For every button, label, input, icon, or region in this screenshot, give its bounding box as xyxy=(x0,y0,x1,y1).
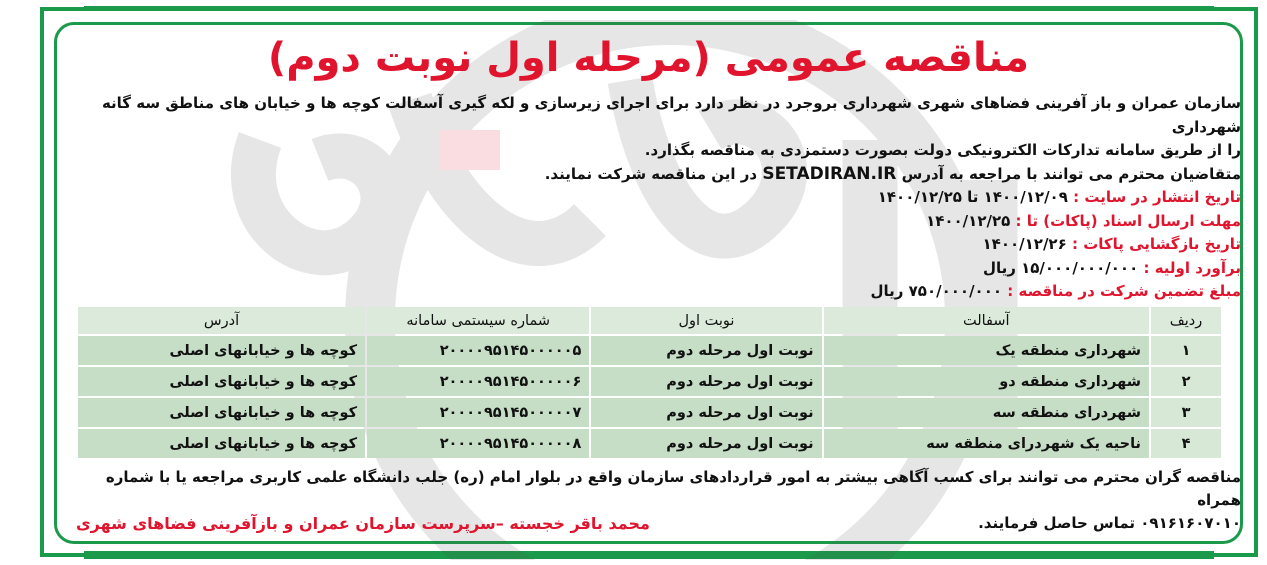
cell-address: کوچه ها و خیابانهای اصلی xyxy=(78,367,365,396)
detail-guarantee-amount xyxy=(81,280,1241,304)
detail-label: تاریخ بازگشایی پاکات : xyxy=(1071,235,1241,253)
detail-label: تاریخ انتشار در سایت : xyxy=(1073,188,1241,206)
signature: محمد باقر خجسته –سرپرست سازمان عمران و بازآفرینی فضاهای شهری xyxy=(76,514,650,533)
cell-turn: نوبت اول مرحله دوم xyxy=(591,367,821,396)
detail-publish-date xyxy=(81,186,1241,210)
bottom-green-rule xyxy=(84,551,1214,559)
cell-index: ۲ xyxy=(1151,367,1221,396)
cell-system-number: ۲۰۰۰۰۹۵۱۴۵۰۰۰۰۰۵ xyxy=(367,336,589,365)
cell-turn: نوبت اول مرحله دوم xyxy=(591,429,821,458)
cell-address: کوچه ها و خیابانهای اصلی xyxy=(78,398,365,427)
cell-asphalt: شهرداری منطقه دو xyxy=(824,367,1149,396)
cell-address: کوچه ها و خیابانهای اصلی xyxy=(78,336,365,365)
detail-initial-estimate xyxy=(81,257,1241,281)
header-asphalt: آسفالت xyxy=(824,307,1149,334)
detail-value: ۱۴۰۰/۱۲/۰۹ تا ۱۴۰۰/۱۲/۲۵ xyxy=(877,188,1068,206)
intro-line-3-before: متقاضیان محترم می توانند با مراجعه به آدرس xyxy=(901,164,1241,183)
cell-system-number: ۲۰۰۰۰۹۵۱۴۵۰۰۰۰۰۶ xyxy=(367,367,589,396)
cell-address: کوچه ها و خیابانهای اصلی xyxy=(78,429,365,458)
table-row xyxy=(78,367,1221,396)
detail-label: برآورد اولیه : xyxy=(1143,258,1241,277)
contact-line-1: مناقصه گران محترم می توانند برای کسب آگاهی بیشتر به امور قراردادهای سازمان واقع در بلوار امام (ره) جلب دانشگاه علمی کاربری مراجعه یا با شماره همراه xyxy=(105,468,1241,509)
table-row xyxy=(78,429,1221,458)
detail-label: مهلت ارسال اسناد (پاکات) تا : xyxy=(1015,211,1241,230)
header-row-index: ردیف xyxy=(1151,307,1221,334)
announcement-body xyxy=(81,92,1241,304)
intro-line-3 xyxy=(81,163,1241,187)
cell-asphalt: شهرداری منطقه یک xyxy=(824,336,1149,365)
tender-table-grid xyxy=(76,305,1223,460)
cell-turn: نوبت اول مرحله دوم xyxy=(591,336,821,365)
cell-index: ۱ xyxy=(1151,336,1221,365)
cell-system-number: ۲۰۰۰۰۹۵۱۴۵۰۰۰۰۰۸ xyxy=(367,429,589,458)
cell-asphalt: شهردرای منطقه سه xyxy=(824,398,1149,427)
detail-value: ۱۵/۰۰۰/۰۰۰/۰۰۰ ریال xyxy=(982,258,1139,277)
detail-value: ۱۴۰۰/۱۲/۲۶ xyxy=(982,235,1067,253)
contact-line-2: ۰۹۱۶۱۶۰۷۰۱۰ تماس حاصل فرمایند. xyxy=(978,514,1241,532)
table-row xyxy=(78,336,1221,365)
tender-table xyxy=(76,305,1223,460)
cell-asphalt: ناحیه یک شهردرای منطقه سه xyxy=(824,429,1149,458)
header-system-number: شماره سیستمی سامانه xyxy=(367,307,589,334)
website-address: SETADIRAN.IR xyxy=(762,163,897,184)
header-turn: نوبت اول xyxy=(591,307,821,334)
intro-line-2: را از طریق سامانه تدارکات الکترونیکی دولت بصورت دستمزدی به مناقصه بگذارد. xyxy=(644,141,1241,159)
table-row xyxy=(78,398,1221,427)
detail-submission-deadline xyxy=(81,210,1241,234)
detail-value: ۱۴۰۰/۱۲/۲۵ xyxy=(926,211,1011,230)
cell-index: ۳ xyxy=(1151,398,1221,427)
page-title: مناقصه عمومی (مرحله اول نوبت دوم) xyxy=(267,35,1030,81)
intro-line-1: سازمان عمران و باز آفرینی فضاهای شهری شهرداری بروجرد در نظر دارد برای اجرای زیرسازی و لکه گیری آسفالت کوچه ها و خیابان های مناطق سه گانه شهرداری xyxy=(101,94,1241,136)
detail-opening-date xyxy=(81,233,1241,257)
cell-system-number: ۲۰۰۰۰۹۵۱۴۵۰۰۰۰۰۷ xyxy=(367,398,589,427)
table-header-row xyxy=(78,307,1221,334)
intro-line-3-after: در این مناقصه شرکت نمایند. xyxy=(544,164,758,183)
cell-turn: نوبت اول مرحله دوم xyxy=(591,398,821,427)
detail-label: مبلغ تضمین شرکت در مناقصه : xyxy=(1007,282,1241,300)
header-address: آدرس xyxy=(78,307,365,334)
detail-value: ۷۵۰/۰۰۰/۰۰۰ ریال xyxy=(870,282,1003,300)
cell-index: ۴ xyxy=(1151,429,1221,458)
